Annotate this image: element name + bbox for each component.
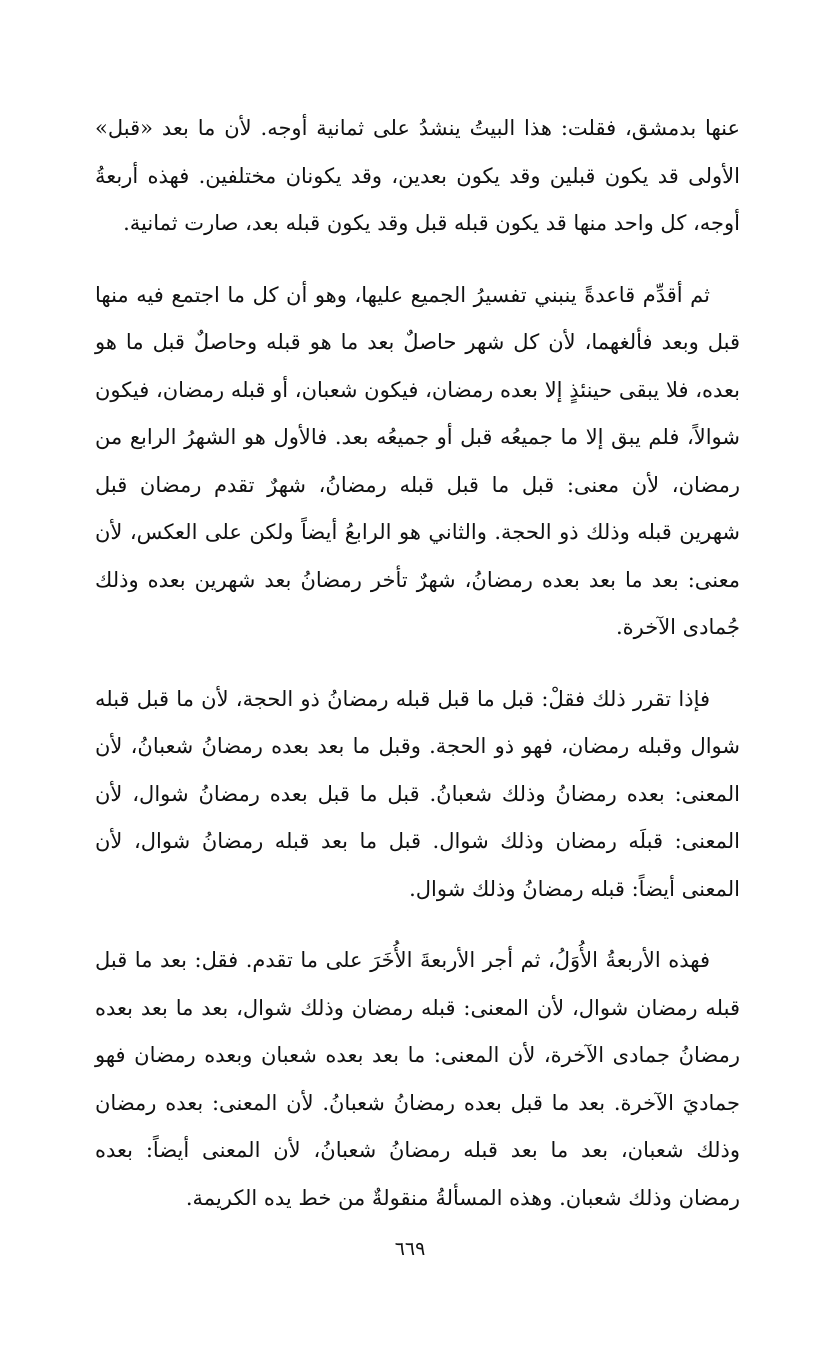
paragraph-4: فهذه الأربعةُ الأُوَلُ، ثم أجر الأربعةَ الأُخَرَ على ما تقدم. فقل: بعد ما قبل قبله رمضان شوال، لأن المعنى: قبله رمضان وذلك شوال، بعد ما بعد بعده رمضانُ جمادى الآخرة، لأن المعنى: ما بعد بعده شعبان وبعده رمضان فهو جماديَ الآخرة. بعد ما قبل بعده رمضانُ شعبانُ. لأن المعنى: بعده رمضان وذلك شعبان، بعد ما بعد قبله رمضانُ شعبانُ، لأن المعنى أيضاً: بعده رمضان وذلك شعبان. وهذه المسألةُ منقولةٌ من خط يده الكريمة. (95, 948, 740, 1210)
page-body (95, 105, 740, 1222)
paragraph-1: عنها بدمشق، فقلت: هذا البيتُ ينشدُ على ثمانية أوجه. لأن ما بعد «قبل» الأولى قد يكون قبلين وقد يكون بعدين، وقد يكونان مختلفين. فهذه أربعةُ أوجه، كل واحد منها قد يكون قبله قبل وقد يكون قبله بعد، صارت ثمانية. (95, 116, 740, 235)
paragraph-3: فإذا تقرر ذلك فقلْ: قبل ما قبل قبله رمضانُ ذو الحجة، لأن ما قبل قبله شوال وقبله رمضان، فهو ذو الحجة. وقبل ما بعد بعده رمضانُ شعبانُ، لأن المعنى: بعده رمضانُ وذلك شعبانُ. قبل ما قبل بعده رمضانُ شوال، لأن المعنى: قبلَه رمضان وذلك شوال. قبل ما بعد قبله رمضانُ شوال، لأن المعنى أيضاً: قبله رمضانُ وذلك شوال. (95, 686, 740, 901)
page-number: ٦٦٩ (394, 1238, 426, 1260)
paragraph-2: ثم أقدِّم قاعدةً ينبني تفسيرُ الجميع عليها، وهو أن كل ما اجتمع فيه منها قبل وبعد فألغهما، لأن كل شهر حاصلٌ بعد ما هو قبله وحاصلٌ قبل ما هو بعده، فلا يبقى حينئذٍ إلا بعده رمضان، فيكون شعبان، أو قبله رمضان، فيكون شوالاً، فلم يبق إلا ما جميعُه قبل أو جميعُه بعد. فالأول هو الشهرُ الرابع من رمضان، لأن معنى: قبل ما قبل قبله رمضانُ، شهرٌ تقدم رمضان قبل شهرين قبله وذلك ذو الحجة. والثاني هو الرابعُ أيضاً ولكن على العكس، لأن معنى: بعد ما بعد بعده رمضانُ، شهرٌ تأخر رمضانُ بعد شهرين بعده وذلك جُمادى الآخرة. (95, 282, 740, 639)
